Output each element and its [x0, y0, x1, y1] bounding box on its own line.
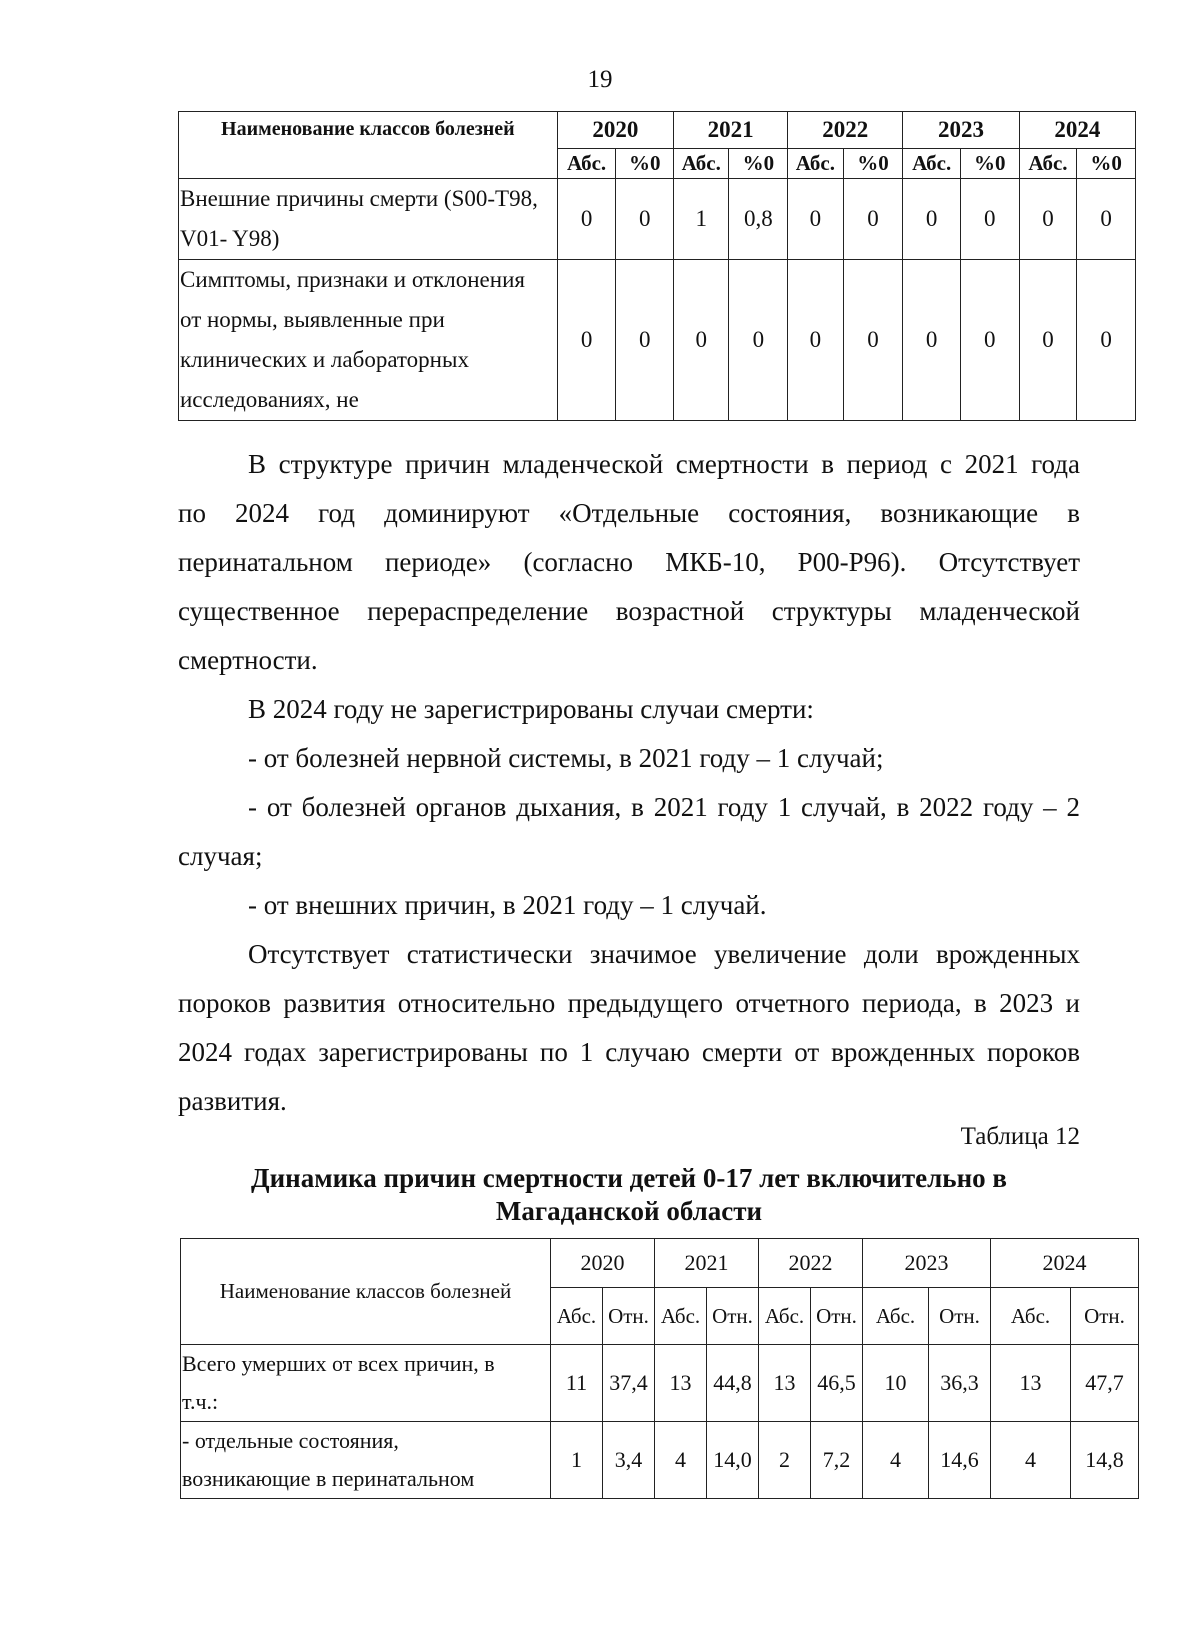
value-cell: 0: [843, 260, 903, 421]
row-name-cell: [179, 179, 558, 260]
value-cell: 0: [616, 179, 674, 260]
value-cell: 7,2: [811, 1422, 863, 1499]
value-cell: 0: [1019, 179, 1077, 260]
subheader-abs: Абс.: [759, 1288, 811, 1345]
value-cell: 44,8: [707, 1345, 759, 1422]
row-name-line: Внешние причины смерти (S00-T98,: [180, 186, 538, 211]
year-header: 2023: [903, 112, 1019, 149]
value-cell: 10: [863, 1345, 929, 1422]
subheader-pct: %0: [729, 149, 788, 179]
subheader-abs: Абс.: [655, 1288, 707, 1345]
title-line: Магаданской области: [495, 1196, 763, 1226]
subheader-rel: Отн.: [707, 1288, 759, 1345]
text-line: - от болезней органов дыхания, в 2021 году 1 случай, в 2022 году – 2: [248, 792, 1080, 822]
value-cell: 11: [551, 1345, 603, 1422]
subheader-abs: Абс.: [551, 1288, 603, 1345]
table-title: [178, 1162, 1080, 1228]
value-cell: 1: [551, 1422, 603, 1499]
text-line: 2024 годах зарегистрированы по 1 случаю смерти от врожденных пороков: [178, 1037, 1080, 1067]
value-cell: 0: [1077, 179, 1136, 260]
subheader-abs: Абс.: [1019, 149, 1077, 179]
subheader-pct: %0: [960, 149, 1019, 179]
text-line: пороков развития относительно предыдущего отчетного периода, в 2023 и: [178, 988, 1080, 1018]
subheader-pct: %0: [843, 149, 903, 179]
value-cell: 14,6: [929, 1422, 991, 1499]
year-header: 2024: [991, 1239, 1139, 1288]
title-line: Динамика причин смертности детей 0-17 лет включительно в: [251, 1163, 1007, 1193]
year-header: 2020: [551, 1239, 655, 1288]
subheader-abs: Абс.: [903, 149, 961, 179]
value-cell: 2: [759, 1422, 811, 1499]
table-header-row: [179, 112, 1136, 149]
value-cell: 46,5: [811, 1345, 863, 1422]
value-cell: 36,3: [929, 1345, 991, 1422]
value-cell: 37,4: [603, 1345, 655, 1422]
value-cell: 14,8: [1071, 1422, 1139, 1499]
year-header: 2024: [1019, 112, 1135, 149]
value-cell: 0: [729, 260, 788, 421]
table-header-row: [181, 1239, 1139, 1288]
table-caption: Таблица 12: [960, 1123, 1080, 1150]
page-number: 19: [587, 66, 613, 93]
value-cell: 0: [674, 260, 729, 421]
subheader-abs: Абс.: [557, 149, 616, 179]
row-name-line: V01- Y98): [180, 226, 280, 251]
value-cell: 0: [960, 260, 1019, 421]
row-name-line: клинических и лабораторных: [180, 347, 469, 372]
subheader-rel: Отн.: [811, 1288, 863, 1345]
value-cell: 0: [788, 260, 843, 421]
table-row: [181, 1345, 1139, 1422]
row-name-line: Всего умерших от всех причин, в: [182, 1351, 495, 1376]
value-cell: 13: [991, 1345, 1071, 1422]
row-name-line: - отдельные состояния,: [182, 1428, 399, 1453]
year-header: 2021: [655, 1239, 759, 1288]
value-cell: 0,8: [729, 179, 788, 260]
row-name-line: т.ч.:: [182, 1389, 219, 1414]
value-cell: 4: [863, 1422, 929, 1499]
value-cell: 0: [1019, 260, 1077, 421]
infant-mortality-table: [178, 111, 1136, 421]
year-header: 2023: [863, 1239, 991, 1288]
value-cell: 0: [616, 260, 674, 421]
table-row: [181, 1422, 1139, 1499]
subheader-abs: Абс.: [863, 1288, 929, 1345]
value-cell: 1: [674, 179, 729, 260]
value-cell: 13: [759, 1345, 811, 1422]
year-header: 2022: [788, 112, 903, 149]
child-mortality-table: [180, 1238, 1139, 1499]
paragraph-congenital: [178, 930, 1080, 1126]
table-row: [179, 179, 1136, 260]
text-line: развития.: [178, 1086, 287, 1116]
paragraph-nervous-system: - от болезней нервной системы, в 2021 году – 1 случай;: [248, 743, 884, 773]
column-header-name: Наименование классов болезней: [181, 1239, 551, 1345]
text-line: существенное перераспределение возрастной структуры младенческой: [178, 596, 1080, 626]
text-line: случая;: [178, 841, 263, 871]
subheader-rel: Отн.: [1071, 1288, 1139, 1345]
text-line: Отсутствует статистически значимое увеличение доли врожденных: [248, 939, 1080, 969]
value-cell: 47,7: [1071, 1345, 1139, 1422]
value-cell: 13: [655, 1345, 707, 1422]
value-cell: 14,0: [707, 1422, 759, 1499]
value-cell: 0: [557, 260, 616, 421]
paragraph-not-registered: В 2024 году не зарегистрированы случаи смерти:: [248, 694, 814, 724]
column-header-name: Наименование классов болезней: [179, 112, 558, 179]
value-cell: 4: [655, 1422, 707, 1499]
row-name-line: Симптомы, признаки и отклонения: [180, 267, 525, 292]
value-cell: 3,4: [603, 1422, 655, 1499]
text-line: смертности.: [178, 645, 318, 675]
subheader-pct: %0: [1077, 149, 1136, 179]
year-header: 2020: [557, 112, 673, 149]
paragraph-respiratory: [178, 783, 1080, 881]
paragraph-external: - от внешних причин, в 2021 году – 1 случай.: [248, 890, 767, 920]
text-line: по 2024 год доминируют «Отдельные состояния, возникающие в: [178, 498, 1080, 528]
value-cell: 0: [903, 260, 961, 421]
year-header: 2022: [759, 1239, 863, 1288]
row-name-line: возникающие в перинатальном: [182, 1466, 475, 1491]
value-cell: 0: [788, 179, 843, 260]
subheader-abs: Абс.: [674, 149, 729, 179]
text-line: В структуре причин младенческой смертности в период с 2021 года: [248, 449, 1080, 479]
subheader-rel: Отн.: [603, 1288, 655, 1345]
row-name-cell: [179, 260, 558, 421]
value-cell: 0: [960, 179, 1019, 260]
paragraph-infant-structure: [178, 440, 1080, 685]
value-cell: 0: [903, 179, 961, 260]
row-name-line: исследованиях, не: [180, 387, 359, 412]
subheader-abs: Абс.: [991, 1288, 1071, 1345]
value-cell: 0: [557, 179, 616, 260]
row-name-cell: [181, 1422, 551, 1499]
row-name-line: от нормы, выявленные при: [180, 307, 445, 332]
subheader-rel: Отн.: [929, 1288, 991, 1345]
subheader-pct: %0: [616, 149, 674, 179]
value-cell: 4: [991, 1422, 1071, 1499]
text-line: перинатальном периоде» (согласно МКБ-10, Р00-Р96). Отсутствует: [178, 547, 1080, 577]
value-cell: 0: [843, 179, 903, 260]
year-header: 2021: [674, 112, 788, 149]
value-cell: 0: [1077, 260, 1136, 421]
subheader-abs: Абс.: [788, 149, 843, 179]
row-name-cell: [181, 1345, 551, 1422]
table-row: [179, 260, 1136, 421]
